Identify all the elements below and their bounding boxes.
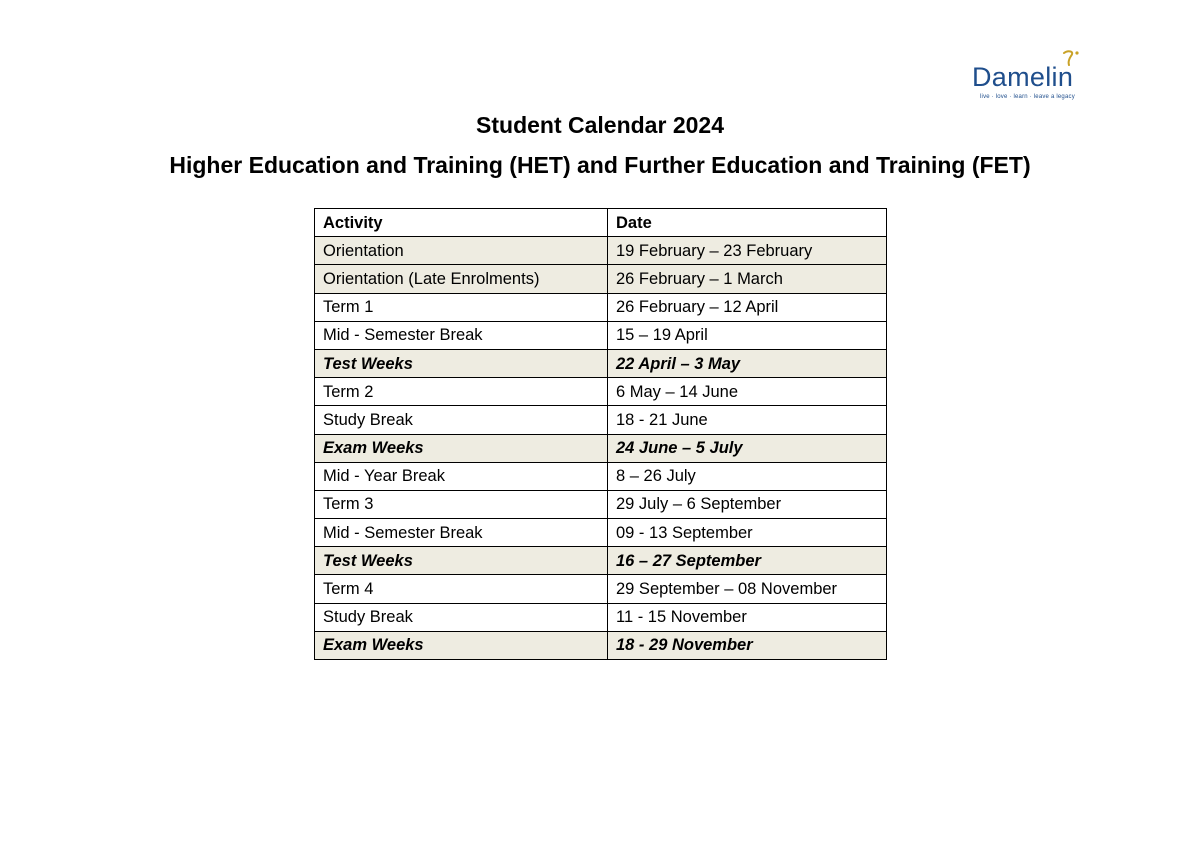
activity-cell: Term 1: [315, 293, 608, 321]
date-cell: 11 - 15 November: [608, 603, 887, 631]
date-cell: 22 April – 3 May: [608, 349, 887, 377]
logo-tagline: live · love · learn · leave a legacy: [980, 94, 1075, 100]
table-row: [315, 237, 887, 265]
date-cell: 24 June – 5 July: [608, 434, 887, 462]
table-row: [315, 406, 887, 434]
date-cell: 26 February – 12 April: [608, 293, 887, 321]
date-cell: 26 February – 1 March: [608, 265, 887, 293]
activity-cell: Mid - Semester Break: [315, 321, 608, 349]
activity-cell: Orientation: [315, 237, 608, 265]
table-row: [315, 575, 887, 603]
activity-cell: Mid - Year Break: [315, 462, 608, 490]
column-header-date: Date: [608, 209, 887, 237]
table-row: [315, 490, 887, 518]
table-row: [315, 321, 887, 349]
date-cell: 29 September – 08 November: [608, 575, 887, 603]
calendar-table-body: [315, 237, 887, 660]
date-cell: 18 - 29 November: [608, 631, 887, 659]
table-row: [315, 631, 887, 659]
table-row: [315, 349, 887, 377]
table-row: [315, 378, 887, 406]
table-row: [315, 519, 887, 547]
activity-cell: Term 3: [315, 490, 608, 518]
page-subtitle: Higher Education and Training (HET) and Further Education and Training (FET): [169, 152, 1031, 178]
page-title: Student Calendar 2024: [476, 112, 724, 138]
table-row: [315, 462, 887, 490]
table-header-row: [315, 209, 887, 237]
table-row: [315, 434, 887, 462]
date-cell: 16 – 27 September: [608, 547, 887, 575]
activity-cell: Exam Weeks: [315, 631, 608, 659]
column-header-activity: Activity: [315, 209, 608, 237]
activity-cell: Study Break: [315, 603, 608, 631]
activity-cell: Test Weeks: [315, 547, 608, 575]
date-cell: 18 - 21 June: [608, 406, 887, 434]
date-cell: 29 July – 6 September: [608, 490, 887, 518]
activity-cell: Term 4: [315, 575, 608, 603]
calendar-table: [314, 208, 887, 660]
activity-cell: Exam Weeks: [315, 434, 608, 462]
table-row: [315, 265, 887, 293]
damelin-logo: [970, 50, 1100, 106]
date-cell: 15 – 19 April: [608, 321, 887, 349]
logo-wordmark: Damelin: [972, 62, 1074, 92]
table-row: [315, 603, 887, 631]
activity-cell: Term 2: [315, 378, 608, 406]
table-row: [315, 293, 887, 321]
date-cell: 19 February – 23 February: [608, 237, 887, 265]
activity-cell: Orientation (Late Enrolments): [315, 265, 608, 293]
activity-cell: Mid - Semester Break: [315, 519, 608, 547]
activity-cell: Test Weeks: [315, 349, 608, 377]
date-cell: 09 - 13 September: [608, 519, 887, 547]
date-cell: 6 May – 14 June: [608, 378, 887, 406]
table-row: [315, 547, 887, 575]
date-cell: 8 – 26 July: [608, 462, 887, 490]
activity-cell: Study Break: [315, 406, 608, 434]
